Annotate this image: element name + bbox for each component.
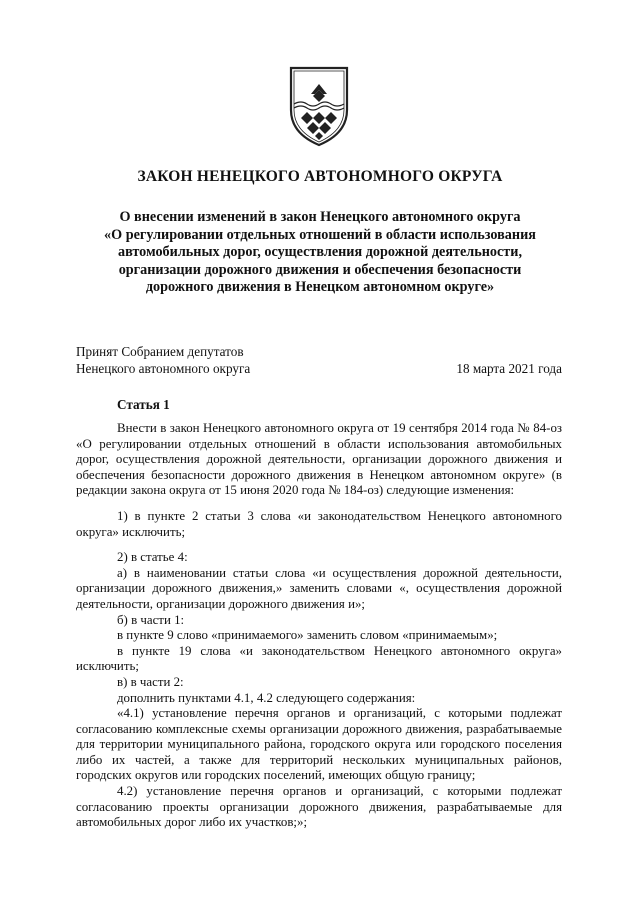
amendment-item-1: 1) в пункте 2 статьи 3 слова «и законодательством Ненецкого автономного округа» исключить;: [76, 508, 562, 539]
law-title: ЗАКОН НЕНЕЦКОГО АВТОНОМНОГО ОКРУГА: [137, 168, 503, 185]
amendment-item-2c-intro: дополнить пунктами 4.1, 4.2 следующего содержания:: [117, 690, 416, 705]
article-body: [76, 421, 562, 831]
amendment-item-2a: а) в наименовании статьи слова «и осуществления дорожной деятельности, организации дорожного движения,» заменить словами «, осуществления дорожной деятельности, организации дорожного движения и»;: [76, 565, 562, 611]
amendment-item-2: 2) в статье 4:: [117, 550, 188, 565]
adoption-date: 18 марта 2021 года: [456, 361, 562, 376]
adopted-by-line1: Принят Собранием депутатов: [76, 344, 244, 359]
subject-line: организации дорожного движения и обеспечения безопасности: [118, 261, 522, 278]
subject-line: дорожного движения в Ненецком автономном округе»: [145, 279, 495, 296]
amendment-item-2b: б) в части 1:: [117, 612, 185, 627]
article-intro: Внести в закон Ненецкого автономного округа от 19 сентября 2014 года № 84-оз «О регулировании отдельных отношений в области использования автомобильных дорог, осуществления дорожной деятельности, организации дорожного движения и обеспечения безопасности дорожного движения в Ненецком автономном округе» (в редакции закона округа от 15 июня 2020 года № 184-оз) следующие изменения:: [76, 421, 562, 498]
adoption-block: [76, 343, 562, 377]
amendment-point-4-2: 4.2) установление перечня органов и организаций, с которыми подлежат согласованию проекты организации дорожного движения, разрабатываемые для автомобильных дорог либо их участков;»;: [76, 784, 562, 830]
amendment-item-2b-2: в пункте 19 слова «и законодательством Ненецкого автономного округа» исключить;: [76, 643, 562, 674]
amendment-item-2c: в) в части 2:: [117, 674, 184, 689]
subject-line: «О регулировании отдельных отношений в области использования: [104, 226, 536, 243]
amendment-point-4-1: «4.1) установление перечня органов и организаций, с которыми подлежат согласованию комплексные схемы организации дорожного движения, разрабатываемые для территории муниципального района, городского округа или городского поселения либо их частей, а также для территорий нескольких муниципальных районов, городских округов или городских поселений, имеющих общую границу;: [76, 706, 562, 783]
adopted-by-line2: Ненецкого автономного округа: [76, 361, 251, 376]
article-heading: Статья 1: [117, 397, 170, 412]
subject-line: автомобильных дорог, осуществления дорожной деятельности,: [117, 244, 522, 261]
subject-line: О внесении изменений в закон Ненецкого автономного округа: [119, 209, 521, 225]
law-subject-title: [60, 209, 580, 297]
amendment-item-2b-1: в пункте 9 слово «принимаемого» заменить словом «принимаемым»;: [117, 628, 498, 643]
coat-of-arms-emblem: [287, 64, 351, 148]
